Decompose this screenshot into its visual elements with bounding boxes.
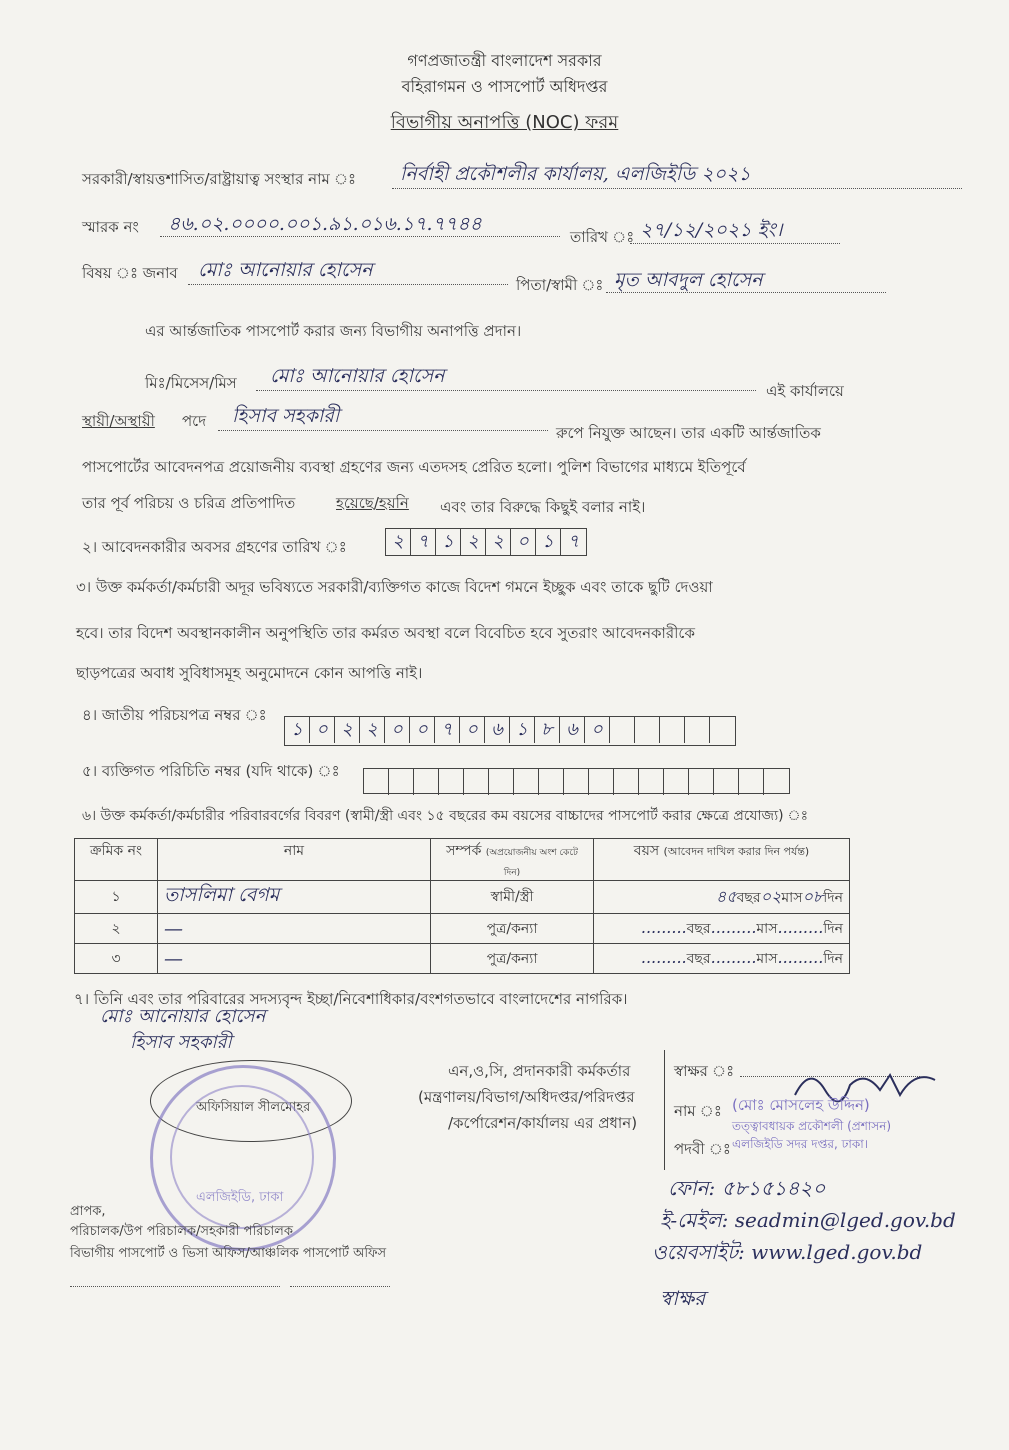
item6-label: ৬। উক্ত কর্মকর্তা/কর্মচারীর পরিবারবর্গের বিবরণ (স্বামী/স্ত্রী এবং ১৫ বছরের কম বয়সের বাচ্চাদের পাসপোর্ট করার ক্ষেত্রে প্রযোজ্য) ঃ: [82, 808, 809, 824]
header-line2: বহিরাগমন ও পাসপোর্ট অধিদপ্তর: [401, 77, 608, 96]
body-line4c: এবং তার বিরুদ্ধে কিছুই বলার নাই।: [440, 498, 646, 516]
retirement-date-box: ২: [386, 529, 411, 555]
subject-line2: এর আর্ন্তজাতিক পাসপোর্ট করার জন্য বিভাগীয় অনাপত্তি প্রদান।: [145, 322, 522, 340]
personal-id-box: [714, 769, 739, 795]
retirement-date-box: ৭: [567, 530, 580, 552]
ref-label: স্মারক নং: [82, 218, 139, 236]
nid-box: ৭: [435, 717, 460, 743]
col-relation-note: (অপ্রয়োজনীয় অংশ কেটে দিন): [485, 848, 578, 878]
table-row: [75, 914, 850, 944]
nid-box: ০: [310, 717, 335, 743]
nid-box: [685, 717, 710, 743]
nid-box: [610, 717, 635, 743]
issuer-line3: /কর্পোরেশন/কার্যালয় এর প্রধান): [448, 1114, 638, 1132]
personal-id-box: [364, 769, 389, 795]
personal-id-box: [389, 769, 414, 795]
post-value: হিসাব সহকারী: [232, 405, 340, 427]
applicant-sign-line2: হিসাব সহকারী: [130, 1032, 232, 1053]
post-value-sig: এলজিইডি সদর দপ্তর, ঢাকা।: [732, 1137, 869, 1151]
contact-web: ওয়েবসাইট: www.lged.gov.bd: [652, 1240, 923, 1264]
org-value: নির্বাহী প্রকৌশলীর কার্যালয়, এলজিইডি ২০২১: [400, 163, 751, 185]
retirement-date-box: ২: [461, 529, 486, 555]
personal-id-boxes: [363, 768, 790, 794]
post-label-sig: পদবী ঃ: [674, 1140, 731, 1158]
subject-name: মোঃ আনোয়ার হোসেন: [198, 259, 373, 281]
office-suffix: এই কার্যালয়ে: [766, 382, 844, 400]
item4-label: ৪। জাতীয় পরিচয়পত্র নম্বর ঃ: [82, 706, 267, 724]
nid-box: [710, 717, 735, 743]
name-label: নাম ঃ: [674, 1102, 722, 1120]
org-label: সরকারী/স্বায়ত্তশাসিত/রাষ্ট্রায়াত্ব সংস্থার নাম ঃ: [82, 170, 356, 188]
form-title: বিভাগীয় অনাপত্তি (NOC) ফরম: [390, 112, 619, 133]
personal-id-box: [539, 769, 564, 795]
post-label: পদে: [182, 412, 207, 430]
family-name: —: [158, 914, 431, 944]
header-line1: গণপ্রজাতন্ত্রী বাংলাদেশ সরকার: [407, 51, 602, 70]
nid-box: ০: [585, 717, 610, 743]
retirement-date-box: ৭: [411, 529, 436, 555]
contact-initials: স্বাক্ষর: [660, 1286, 706, 1310]
name-value: (মোঃ মোসলেহ উদ্দিন): [732, 1096, 870, 1114]
item3-line2: হবে। তার বিদেশ অবস্থানকালীন অনুপস্থিতি তার কর্মরত অবস্থা বলে বিবেচিত হবে সুতরাং আবেদনকারীকে: [76, 624, 695, 642]
nid-box: ০: [460, 717, 485, 743]
retirement-date-box: ২: [486, 529, 511, 555]
issuer-line2: (মন্ত্রণালয়/বিভাগ/অধিদপ্তর/পরিদপ্তর: [418, 1088, 635, 1106]
col-age: [594, 839, 850, 881]
family-relation: স্বামী/স্ত্রী: [431, 881, 594, 914]
personal-id-box: [564, 769, 589, 795]
personal-id-box: [514, 769, 539, 795]
table-row: [75, 881, 850, 914]
recipient-line3: বিভাগীয় পাসপোর্ট ও ভিসা অফিস/আঞ্চলিক পাসপোর্ট অফিস: [70, 1246, 387, 1261]
personal-id-box: [739, 769, 764, 795]
nid-box: ২: [360, 717, 385, 743]
recipient-line2: পরিচালক/উপ পরিচালক/সহকারী পরিচালক: [70, 1224, 293, 1239]
body-line3: পাসপোর্টের আবেদনপত্র প্রয়োজনীয় ব্যবস্থা গ্রহণের জন্য এতদসহ প্রেরিত হলো। পুলিশ বিভাগের মাধ্যমে ইতিপূর্বে: [82, 458, 746, 476]
ref-date-value: ২৭/১২/২০২১ ইং।: [640, 219, 783, 241]
personal-id-box: [589, 769, 614, 795]
recipient-dotline-2: [290, 1286, 390, 1287]
col-relation-label: সম্পর্ক: [446, 843, 482, 859]
family-serial: ১: [75, 881, 158, 914]
col-age-label: বয়স: [633, 843, 660, 859]
item3-line1: ৩। উক্ত কর্মকর্তা/কর্মচারী অদূর ভবিষ্যতে সরকারী/ব্যক্তিগত কাজে বিদেশ গমনে ইচ্ছুক এবং তাকে ছুটি দেওয়া: [76, 578, 713, 596]
family-serial: ২: [75, 914, 158, 944]
personal-id-box: [439, 769, 464, 795]
personal-id-box: [614, 769, 639, 795]
family-name: তাসলিমা বেগম: [158, 881, 431, 914]
col-age-note: (আবেদন দাখিল করার দিন পর্যন্ত): [663, 845, 810, 858]
nid-box: ৬: [485, 717, 510, 743]
issuer-line1: এন,ও,সি, প্রদানকারী কর্মকর্তার: [448, 1062, 631, 1080]
table-row: [75, 944, 850, 974]
item3-line3: ছাড়পত্রের অবাধ সুবিধাসমূহ অনুমোদনে কোন আপত্তি নাই।: [76, 664, 423, 682]
family-age: .........বছর.........মাস.........দিন: [594, 944, 850, 974]
item7-label: ৭। তিনি এবং তার পরিবারের সদস্যবৃন্দ ইচ্ছা/নিবেশাধিকার/বংশগতভাবে বাংলাদেশের নাগরিক।: [74, 990, 628, 1008]
family-table: [74, 838, 850, 974]
nid-box: ২: [335, 717, 360, 743]
nid-number-boxes: [284, 716, 736, 746]
personal-id-box: [764, 769, 789, 795]
ref-date-label: তারিখ ঃ: [570, 228, 635, 246]
family-age: ৪৫বছর০২মাস০৮দিন: [594, 881, 850, 914]
nid-box: ১: [285, 717, 310, 743]
recipient-line1: প্রাপক,: [70, 1204, 106, 1219]
family-serial: ৩: [75, 944, 158, 974]
nid-box: ০: [385, 717, 410, 743]
personal-id-box: [689, 769, 714, 795]
personal-id-box: [489, 769, 514, 795]
salutation: মিঃ/মিসেস/মিস: [145, 374, 237, 392]
nid-box: ০: [410, 717, 435, 743]
nid-box: ৮: [535, 717, 560, 743]
post-suffix: রুপে নিযুক্ত আছেন। তার একটি আর্ন্তজাতিক: [556, 424, 821, 442]
ref-value: ৪৬.০২.০০০০.০০১.৯১.০১৬.১৭.৭৭৪৪: [168, 213, 482, 235]
nid-box: [635, 717, 660, 743]
body-line4b: হয়েছে/হয়নি: [336, 494, 409, 512]
person-name: মোঃ আনোয়ার হোসেন: [270, 365, 445, 387]
retirement-date-box: ১: [436, 529, 461, 555]
issuer-divider: [664, 1050, 665, 1170]
nid-box: ৬: [560, 717, 585, 743]
contact-phone: ফোন: ৫৮১৫১৪২০: [668, 1176, 826, 1200]
contact-email: ই-মেইল: seadmin@lged.gov.bd: [660, 1208, 956, 1232]
nid-box: ১: [510, 717, 535, 743]
body-line4a: তার পূর্ব পরিচয় ও চরিত্র প্রতিপাদিত: [82, 494, 296, 512]
sign-label: স্বাক্ষর ঃ: [674, 1062, 735, 1080]
family-relation: পুত্র/কন্যা: [431, 944, 594, 974]
item5-label: ৫। ব্যক্তিগত পরিচিতি নম্বর (যদি থাকে) ঃ: [82, 762, 340, 780]
col-serial: ক্রমিক নং: [75, 839, 158, 881]
title-value: তত্ত্বাবধায়ক প্রকৌশলী (প্রশাসন): [732, 1119, 892, 1133]
item2-label: ২। আবেদনকারীর অবসর গ্রহণের তারিখ ঃ: [82, 538, 347, 556]
father-label: পিতা/স্বামী ঃ: [516, 276, 604, 294]
personal-id-box: [464, 769, 489, 795]
stamp-text: এলজিইডি, ঢাকা: [196, 1190, 284, 1205]
personal-id-box: [664, 769, 689, 795]
applicant-sign-line1: মোঃ আনোয়ার হোসেন: [100, 1006, 266, 1027]
col-name: নাম: [158, 839, 431, 881]
nid-box: [660, 717, 685, 743]
col-relation: [431, 839, 594, 881]
retirement-date-box: ০: [511, 529, 536, 555]
retirement-date-box: ১: [536, 529, 561, 555]
family-age: .........বছর.........মাস.........দিন: [594, 914, 850, 944]
personal-id-box: [639, 769, 664, 795]
personal-id-box: [414, 769, 439, 795]
recipient-dotline-1: [70, 1286, 280, 1287]
seal-label: অফিসিয়াল সীলমোহর: [196, 1100, 311, 1115]
subject-label: বিষয় ঃ জনাব: [82, 264, 178, 282]
family-relation: পুত্র/কন্যা: [431, 914, 594, 944]
family-name: —: [158, 944, 431, 974]
retirement-date-boxes: [385, 528, 587, 556]
father-value: মৃত আবদুল হোসেন: [614, 269, 763, 291]
permanent-status: স্থায়ী/অস্থায়ী: [82, 412, 155, 430]
